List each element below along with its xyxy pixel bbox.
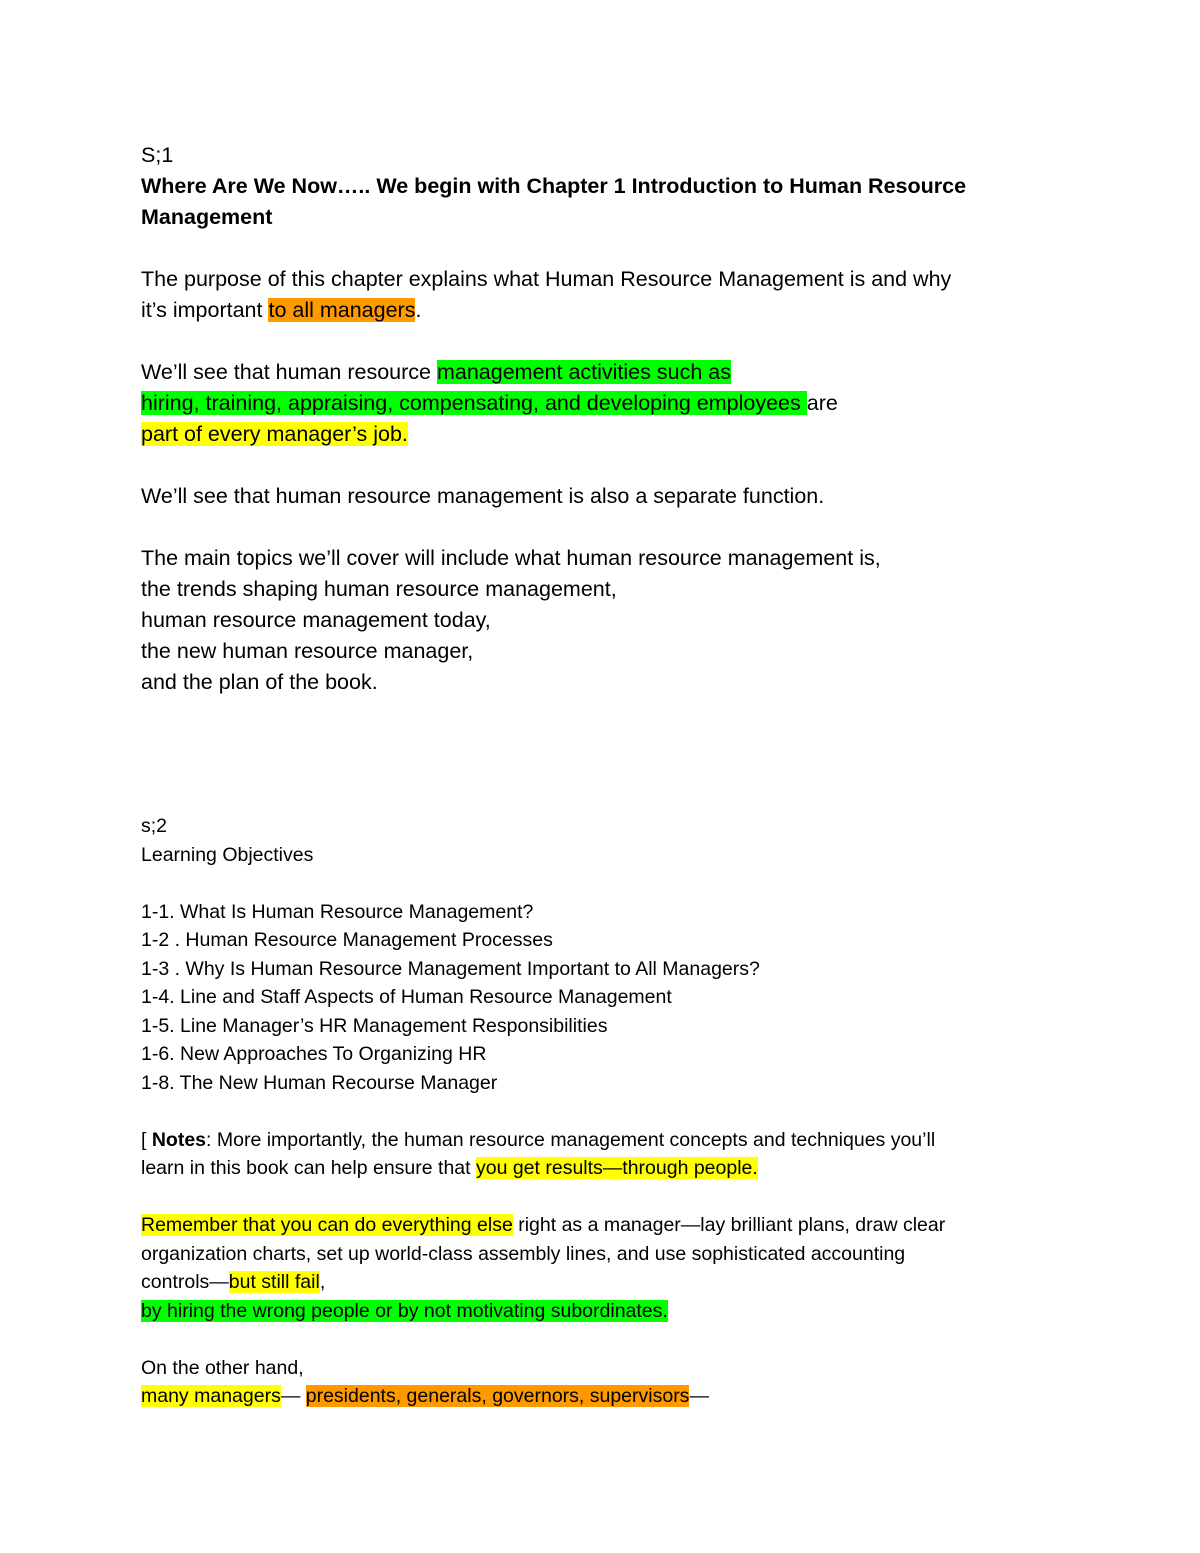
objective-item: 1-2 . Human Resource Management Processes: [141, 929, 553, 951]
learning-objectives-heading: Learning Objectives: [141, 843, 314, 866]
remember-text: controls—: [141, 1271, 229, 1293]
remember-line-2: organization charts, set up world-class assembly lines, and use sophisticated accounting: [141, 1242, 906, 1265]
objective-item: 1-3 . Why Is Human Resource Management Important to All Managers?: [141, 957, 760, 980]
managers-end-dash: —: [689, 1385, 709, 1407]
topics-line-1: The main topics we’ll cover will include what human resource management is,: [141, 546, 881, 570]
many-managers-line: [141, 1382, 1101, 1411]
slide-1-label: S;1: [141, 143, 174, 167]
see-line-3: [141, 419, 1101, 450]
see-line-1: [141, 357, 1101, 388]
notes-line-2: [141, 1154, 1101, 1183]
purpose-period: .: [415, 298, 422, 322]
slide-2-notes: [141, 812, 1101, 1411]
highlight-orange: to all managers: [268, 298, 416, 322]
topics-line-5: and the plan of the book.: [141, 670, 378, 694]
topics-line-3: human resource management today,: [141, 608, 491, 632]
notes-text: : More importantly, the human resource management concepts and techniques you’ll: [206, 1128, 936, 1151]
highlight-yellow: Remember that you can do everything else: [141, 1214, 513, 1236]
purpose-text: it’s important: [141, 298, 269, 322]
highlight-green: management activities such as: [436, 360, 731, 384]
notes-bracket: [: [141, 1128, 152, 1151]
slide-2-label: s;2: [141, 815, 168, 837]
chapter-title-line-2: Management: [141, 205, 273, 229]
purpose-line-1: The purpose of this chapter explains what Human Resource Management is and why: [141, 267, 952, 291]
see-line-2: [141, 388, 1101, 419]
objective-item: 1-5. Line Manager’s HR Management Responsibilities: [141, 1014, 608, 1037]
purpose-line-2: [141, 295, 1101, 326]
topics-line-4: the new human resource manager,: [141, 639, 474, 663]
slide-1-notes: [141, 140, 1101, 698]
highlight-green: by hiring the wrong people or by not motivating subordinates.: [141, 1299, 668, 1322]
highlight-yellow: but still fail: [228, 1271, 320, 1293]
remember-line-1: [141, 1211, 1101, 1240]
notes-text: learn in this book can help ensure that: [141, 1157, 476, 1179]
notes-label: Notes: [151, 1128, 207, 1151]
other-hand-line: On the other hand,: [141, 1356, 304, 1379]
highlight-yellow: part of every manager’s job.: [141, 422, 408, 446]
objective-item: 1-4. Line and Staff Aspects of Human Resource Management: [141, 986, 672, 1008]
notes-line-1: [141, 1126, 1101, 1155]
remember-line-3: [141, 1268, 1101, 1297]
managers-dash: —: [280, 1385, 306, 1407]
topics-line-2: the trends shaping human resource management,: [141, 577, 617, 601]
remember-line-4: [141, 1297, 1101, 1326]
highlight-yellow: many managers: [141, 1385, 281, 1407]
remember-comma: ,: [319, 1271, 326, 1293]
chapter-title-line-1: Where Are We Now….. We begin with Chapter 1 Introduction to Human Resource: [141, 174, 967, 198]
objective-item: 1-8. The New Human Recourse Manager: [141, 1071, 498, 1094]
objective-item: 1-6. New Approaches To Organizing HR: [141, 1043, 487, 1065]
separate-function-line: We’ll see that human resource management is also a separate function.: [141, 484, 825, 508]
remember-text: right as a manager—lay brilliant plans, draw clear: [512, 1214, 946, 1236]
see-text: We’ll see that human resource: [141, 360, 437, 384]
highlight-green: hiring, training, appraising, compensating, and developing employees: [141, 391, 807, 415]
highlight-yellow: you get results—through people.: [475, 1157, 758, 1179]
objective-item: 1-1. What Is Human Resource Management?: [141, 900, 534, 923]
highlight-orange: presidents, generals, governors, supervisors: [305, 1385, 690, 1407]
see-text: are: [806, 391, 838, 415]
